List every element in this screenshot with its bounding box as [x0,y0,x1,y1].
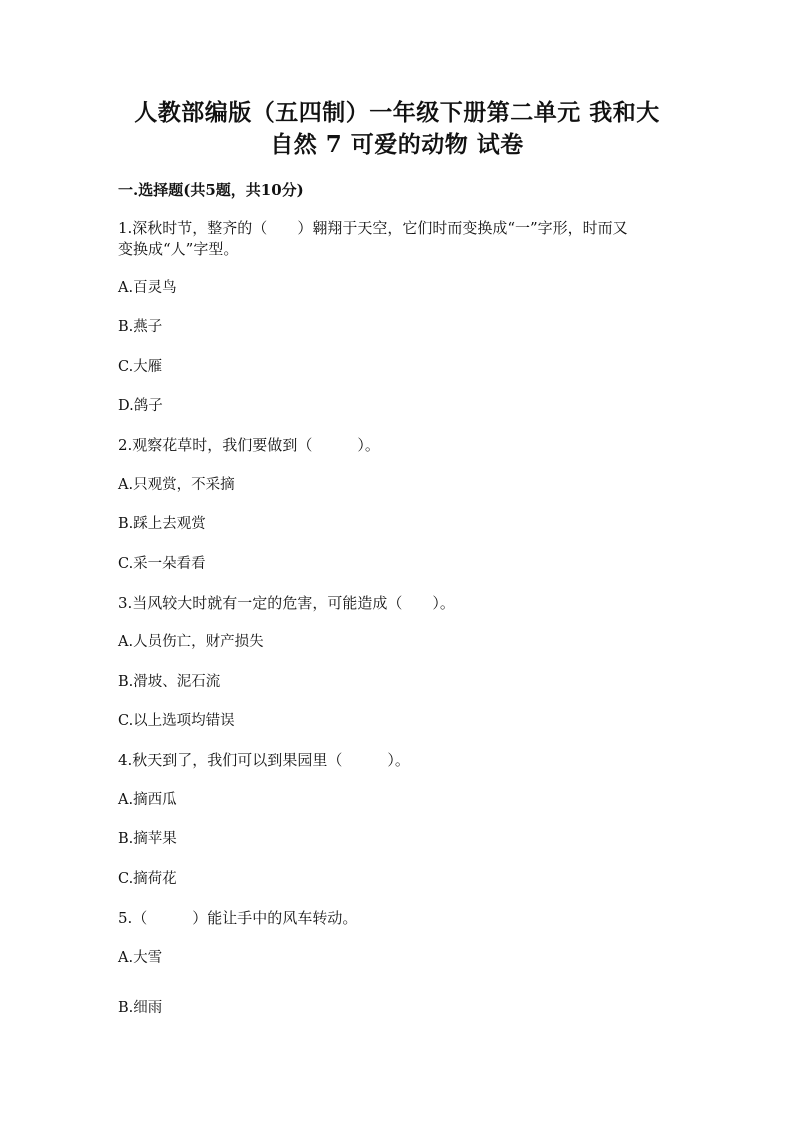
question-1-option-c: C.大雁 [118,359,163,375]
question-2-option-c: C.采一朵看看 [118,556,206,572]
question-4-option-c: C.摘荷花 [118,871,177,887]
question-5-option-b: B.细雨 [118,1000,163,1016]
question-2-option-b: B.踩上去观赏 [118,516,206,532]
question-3-text: 3.当风较大时就有一定的危害，可能造成（ ）。 [118,594,455,612]
page-title-line-1: 人教部编版（五四制）一年级下册第二单元 我和大 [134,99,660,126]
question-1-option-b: B.燕子 [118,319,163,335]
question-1-option-d: D.鸽子 [118,398,163,414]
question-5-option-a: A.大雪 [118,950,163,966]
question-2-option-a: A.只观赏，不采摘 [118,477,235,493]
question-4-option-a: A.摘西瓜 [118,792,177,808]
question-1-text-cont: 变换成“人”字型。 [118,240,239,258]
question-2-text: 2.观察花草时，我们要做到（ ）。 [118,436,380,454]
question-3-option-c: C.以上选项均错误 [118,713,235,729]
question-1-option-a: A.百灵鸟 [118,280,177,296]
question-4-text: 4.秋天到了，我们可以到果园里（ ）。 [118,751,410,769]
question-3-option-b: B.滑坡、泥石流 [118,674,221,690]
question-4-option-b: B.摘苹果 [118,831,177,847]
page-title-line-2: 自然 7 可爱的动物 试卷 [270,131,524,158]
question-5-text: 5.（ ）能让手中的风车转动。 [118,909,358,927]
question-1-text: 1.深秋时节，整齐的（ ）翱翔于天空，它们时而变换成“一”字形，时而又 [118,219,628,237]
section-header: 一.选择题(共5题，共10分) [118,181,304,199]
question-3-option-a: A.人员伤亡，财产损失 [118,634,264,650]
